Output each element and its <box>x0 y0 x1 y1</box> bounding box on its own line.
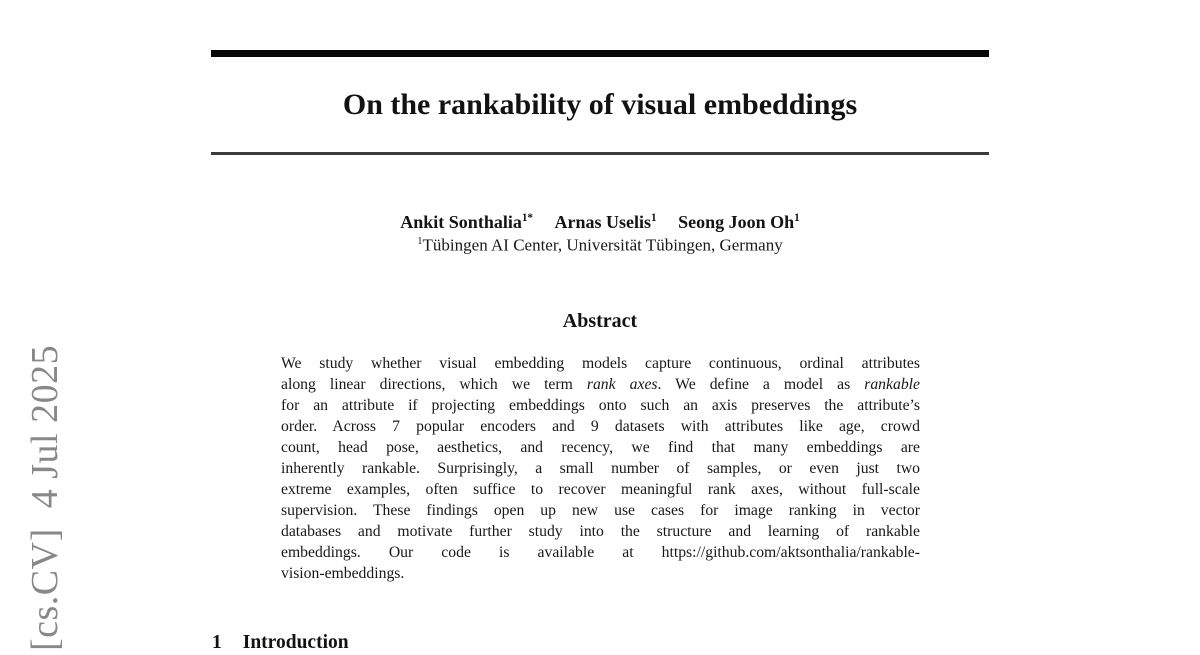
author-2 <box>554 212 656 232</box>
abstract-line: supervision. These findings open up new use cases for image ranking in vector <box>281 502 920 519</box>
author-line <box>211 207 989 234</box>
section-number: 1 <box>212 632 222 653</box>
abstract-line: databases and motivate further study into the structure and learning of rankable <box>281 523 920 540</box>
abstract-text <box>281 353 920 584</box>
abstract-line: count, head pose, aesthetics, and recency, we find that many embeddings are <box>281 439 920 456</box>
abstract-line: vision-embeddings. <box>281 565 405 582</box>
author-3 <box>678 212 800 232</box>
author-2-superscript: 1 <box>651 212 657 224</box>
author-2-name: Arnas Uselis <box>554 212 651 232</box>
abstract-line: for an attribute if projecting embeddings onto such an axis preserves the attribute’s <box>281 397 920 414</box>
paper-title: On the rankability of visual embeddings <box>342 88 858 121</box>
arxiv-watermark: [cs.CV] 4 Jul 2025 <box>24 344 66 651</box>
author-3-superscript: 1 <box>794 212 800 224</box>
abstract-heading: Abstract <box>562 310 638 332</box>
affiliation-superscript: 1 <box>417 236 423 247</box>
abstract-line: embeddings. Our code is available at https://github.com/aktsonthalia/rankable- <box>281 544 920 561</box>
affiliation-line <box>211 231 989 257</box>
section-heading-introduction <box>212 631 349 655</box>
title-rule-bottom <box>211 152 989 155</box>
affiliation-text: Tübingen AI Center, Universität Tübingen, Germany <box>422 235 783 255</box>
author-1-name: Ankit Sonthalia <box>400 212 522 232</box>
abstract-line: inherently rankable. Surprisingly, a small number of samples, or even just two <box>281 460 920 477</box>
title-rule-top <box>211 50 989 57</box>
abstract-line: along linear directions, which we term rank axes. We define a model as rankable <box>281 376 920 393</box>
section-title: Introduction <box>242 632 349 653</box>
abstract-line: order. Across 7 popular encoders and 9 datasets with attributes like age, crowd <box>281 418 920 435</box>
author-1 <box>400 212 533 232</box>
author-1-superscript: 1* <box>521 212 533 224</box>
author-3-name: Seong Joon Oh <box>678 212 795 232</box>
abstract-line: We study whether visual embedding models capture continuous, ordinal attributes <box>281 355 920 372</box>
abstract-line: extreme examples, often suffice to recover meaningful rank axes, without full-scale <box>281 481 920 498</box>
